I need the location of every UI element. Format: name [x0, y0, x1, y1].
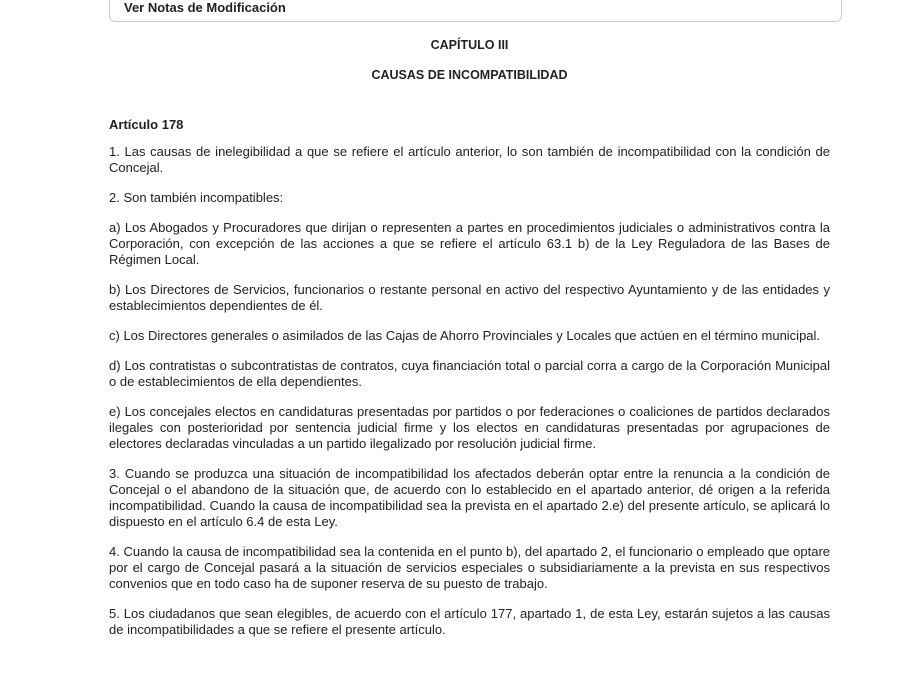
article-paragraph-2e: e) Los concejales electos en candidaturas presentadas por partidos o por federaciones o coaliciones de partidos declarados ilegales con posterioridad por sentencia judicial firme y los electos en candidaturas presentadas por agrupaciones de electores declaradas vinculadas a un partido ilegalizado por resolución judicial firme.: [109, 404, 830, 451]
article-paragraph-2c: c) Los Directores generales o asimilados de las Cajas de Ahorro Provinciales y Locales que actúen en el término municipal.: [109, 328, 821, 343]
article-paragraph-2: 2. Son también incompatibles:: [109, 190, 284, 205]
article-content: [109, 38, 830, 638]
article-paragraph-2b: b) Los Directores de Servicios, funcionarios o restante personal en activo del respectivo Ayuntamiento y de las entidades y establecimientos dependientes de él.: [109, 282, 830, 313]
chapter-number: CAPÍTULO III: [430, 38, 509, 52]
article-paragraph-2a: a) Los Abogados y Procuradores que dirijan o representen a partes en procedimientos judiciales o administrativos contra la Corporación, con excepción de las acciones a que se refiere el artículo 63.1 b) de la Ley Reguladora de las Bases de Régimen Local.: [109, 220, 830, 267]
article-paragraph-5: 5. Los ciudadanos que sean elegibles, de acuerdo con el artículo 177, apartado 1, de esta Ley, estarán sujetos a las causas de incompatibilidades a que se refiere el presente artículo.: [109, 606, 830, 637]
view-modification-notes-link[interactable]: Ver Notas de Modificación: [124, 0, 286, 15]
modification-notes-panel: [109, 0, 842, 22]
chapter-title: CAUSAS DE INCOMPATIBILIDAD: [371, 68, 568, 82]
article-paragraph-2d: d) Los contratistas o subcontratistas de contratos, cuya financiación total o parcial corra a cargo de la Corporación Municipal o de establecimientos de ella dependientes.: [109, 358, 830, 389]
article-paragraph-1: 1. Las causas de inelegibilidad a que se refiere el artículo anterior, lo son también de incompatibilidad con la condición de Concejal.: [109, 144, 830, 175]
article-title: Artículo 178: [109, 117, 184, 132]
article-paragraph-3: 3. Cuando se produzca una situación de incompatibilidad los afectados deberán optar entre la renuncia a la condición de Concejal o el abandono de la situación que, de acuerdo con lo establecido en el apartado anterior, dé origen a la referida incompatibilidad. Cuando la causa de incompatibilidad sea la prevista en el apartado 2.e) del presente artículo, se aplicará lo dispuesto en el artículo 6.4 de esta Ley.: [109, 466, 830, 529]
article-paragraph-4: 4. Cuando la causa de incompatibilidad sea la contenida en el punto b), del apartado 2, el funcionario o empleado que optare por el cargo de Concejal pasará a la situación de servicios especiales o subsidiariamente a la prevista en sus respectivos convenios que en todo caso ha de suponer reserva de su puesto de trabajo.: [109, 544, 830, 591]
